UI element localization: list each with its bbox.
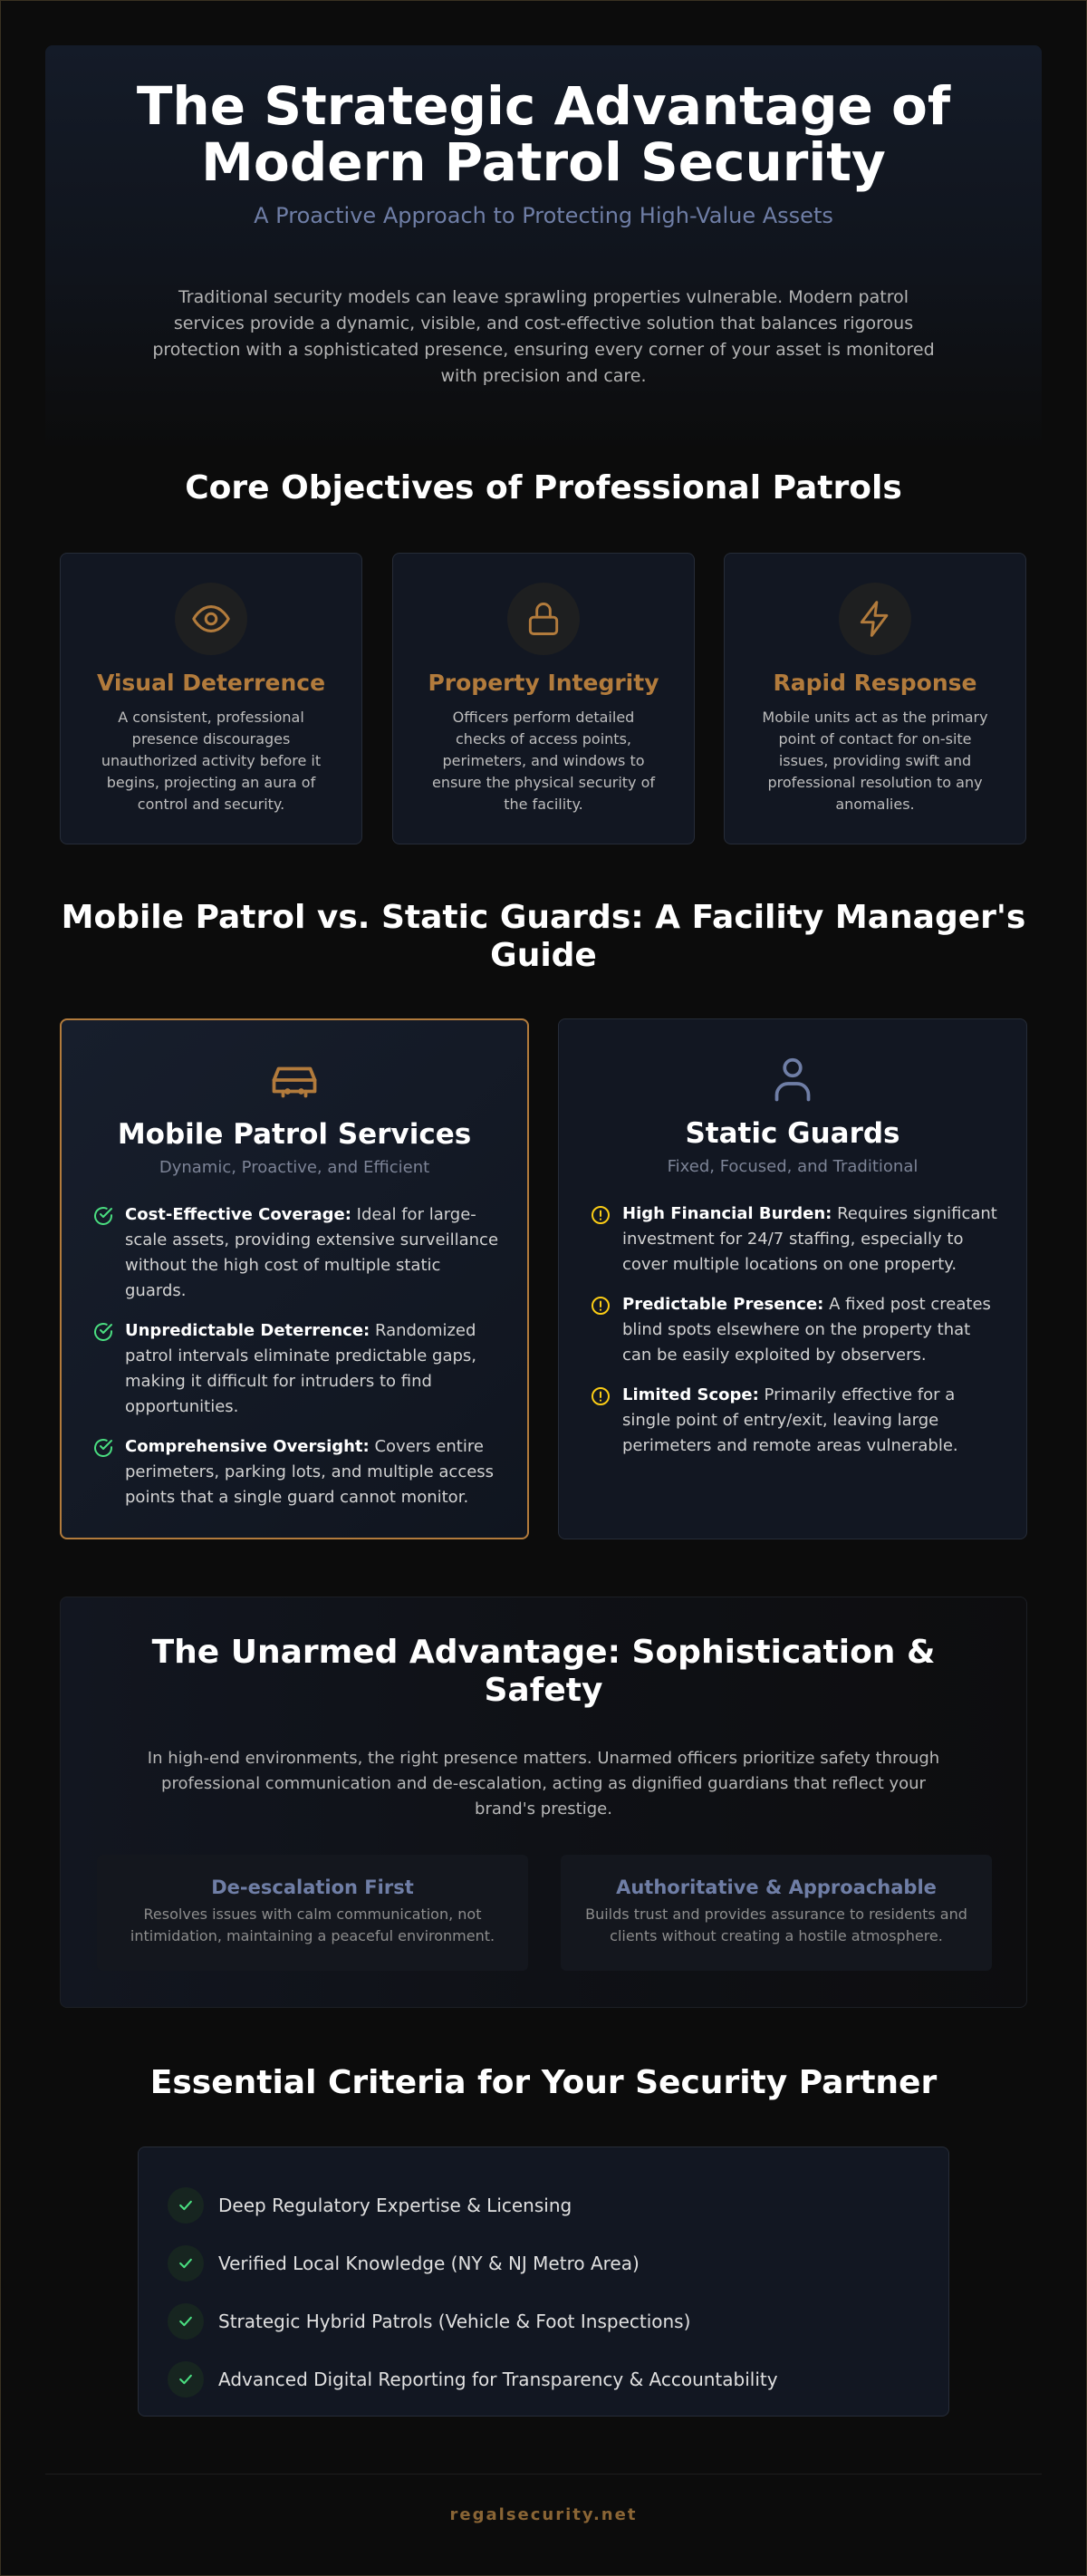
list-item bbox=[168, 2292, 948, 2350]
objective-title: Property Integrity bbox=[428, 670, 659, 696]
objective-title: Visual Deterrence bbox=[96, 670, 326, 696]
static-guards-title: Static Guards bbox=[685, 1117, 900, 1150]
item-label: Cost-Effective Coverage: bbox=[125, 1205, 351, 1224]
list-item bbox=[590, 1292, 999, 1368]
hero-section bbox=[45, 45, 1042, 453]
check-icon bbox=[168, 2187, 204, 2224]
item-label: Limited Scope: bbox=[622, 1385, 759, 1404]
item-label: Comprehensive Oversight: bbox=[125, 1437, 370, 1456]
unarmed-card-de-escalation bbox=[97, 1855, 528, 1971]
mobile-patrol-tagline: Dynamic, Proactive, and Efficient bbox=[159, 1158, 430, 1177]
unarmed-card-text: Builds trust and provides assurance to residents and clients without creating a hostile atmosphere. bbox=[585, 1905, 967, 1944]
unarmed-card-approachable bbox=[561, 1855, 992, 1971]
hero-intro: Traditional security models can leave sprawling properties vulnerable. Modern patrol services provide a dynamic, visible, and cost-effective solution that balances rigorous protection with a sophisticated presence, ensuring every corner of your asset is monitored with precision and care. bbox=[152, 287, 935, 386]
objective-text: Officers perform detailed checks of access points, perimeters, and windows to ensure the physical security of the facility. bbox=[431, 709, 656, 813]
criteria-list bbox=[138, 2147, 949, 2417]
car-icon bbox=[267, 1053, 322, 1107]
criteria-text: Strategic Hybrid Patrols (Vehicle & Foot Inspections) bbox=[218, 2311, 691, 2332]
check-icon bbox=[168, 2245, 204, 2282]
list-item bbox=[168, 2234, 948, 2292]
list-item bbox=[168, 2176, 948, 2234]
item-text: Ideal for large-scale assets, providing extensive surveillance without the high cost of multiple static guards. bbox=[125, 1205, 499, 1300]
check-icon bbox=[168, 2303, 204, 2340]
static-guards-tagline: Fixed, Focused, and Traditional bbox=[667, 1157, 919, 1176]
criteria-heading: Essential Criteria for Your Security Partner bbox=[149, 2064, 938, 2101]
mobile-patrol-card bbox=[60, 1018, 529, 1539]
check-circle-icon bbox=[92, 1437, 114, 1459]
static-guards-list bbox=[590, 1201, 999, 1459]
unarmed-card-title: Authoritative & Approachable bbox=[616, 1877, 937, 1898]
unarmed-section bbox=[60, 1597, 1027, 2008]
unarmed-lead: In high-end environments, the right presence matters. Unarmed officers prioritize safety through professional communication and de-escalation, acting as dignified guardians that reflect your brand's prestige. bbox=[147, 1749, 940, 1819]
objectives-heading: Core Objectives of Professional Patrols bbox=[185, 469, 902, 507]
item-label: Unpredictable Deterrence: bbox=[125, 1321, 370, 1340]
objective-text: A consistent, professional presence discourages unauthorized activity before it begins, projecting an aura of control and security. bbox=[101, 709, 322, 813]
list-item bbox=[92, 1318, 500, 1420]
unarmed-card-title: De-escalation First bbox=[211, 1877, 414, 1898]
criteria-text: Verified Local Knowledge (NY & NJ Metro Area) bbox=[218, 2253, 640, 2274]
objective-card-rapid-response bbox=[724, 553, 1026, 844]
page-subtitle: A Proactive Approach to Protecting High-Value Assets bbox=[254, 203, 833, 228]
list-item bbox=[590, 1383, 999, 1459]
list-item bbox=[92, 1434, 500, 1510]
footer-link[interactable]: regalsecurity.net bbox=[449, 2505, 638, 2524]
check-circle-icon bbox=[92, 1205, 114, 1227]
list-item bbox=[92, 1202, 500, 1304]
item-label: High Financial Burden: bbox=[622, 1204, 832, 1223]
static-guards-card bbox=[558, 1018, 1027, 1539]
objective-title: Rapid Response bbox=[773, 670, 977, 696]
criteria-text: Advanced Digital Reporting for Transparency & Accountability bbox=[218, 2369, 778, 2390]
unarmed-card-text: Resolves issues with calm communication, not intimidation, maintaining a peaceful environment. bbox=[130, 1905, 495, 1944]
mobile-patrol-list bbox=[92, 1202, 500, 1510]
check-icon bbox=[168, 2361, 204, 2398]
objective-text: Mobile units act as the primary point of contact for on-site issues, providing swift and professional resolution to any anomalies. bbox=[762, 709, 988, 813]
lightning-icon bbox=[839, 583, 911, 655]
footer-divider bbox=[45, 2474, 1042, 2475]
lock-icon bbox=[507, 583, 580, 655]
list-item bbox=[590, 1201, 999, 1278]
mobile-patrol-title: Mobile Patrol Services bbox=[117, 1118, 472, 1151]
list-item bbox=[168, 2350, 948, 2408]
item-text: Primarily effective for a single point of entry/exit, leaving large perimeters and remote areas vulnerable. bbox=[622, 1385, 958, 1455]
objective-card-property-integrity bbox=[392, 553, 695, 844]
item-text: A fixed post creates blind spots elsewhere on the property that can be easily exploited by observers. bbox=[622, 1295, 991, 1365]
unarmed-heading: The Unarmed Advantage: Sophistication & Safety bbox=[151, 1634, 936, 1709]
item-label: Predictable Presence: bbox=[622, 1295, 824, 1314]
user-icon bbox=[765, 1052, 820, 1106]
alert-circle-icon bbox=[590, 1385, 611, 1407]
alert-circle-icon bbox=[590, 1204, 611, 1226]
comparison-heading: Mobile Patrol vs. Static Guards: A Facility Manager's Guide bbox=[61, 899, 1026, 974]
item-text: Covers entire perimeters, parking lots, and multiple access points that a single guard cannot monitor. bbox=[125, 1437, 495, 1507]
objective-card-visual-deterrence bbox=[60, 553, 362, 844]
item-text: Randomized patrol intervals eliminate predictable gaps, making it difficult for intruders to find opportunities. bbox=[125, 1321, 477, 1416]
page-title: The Strategic Advantage of Modern Patrol Security bbox=[136, 75, 951, 193]
criteria-text: Deep Regulatory Expertise & Licensing bbox=[218, 2195, 572, 2216]
check-circle-icon bbox=[92, 1321, 114, 1343]
item-text: Requires significant investment for 24/7 staffing, especially to cover multiple locations on one property. bbox=[622, 1204, 997, 1274]
alert-circle-icon bbox=[590, 1295, 611, 1317]
eye-icon bbox=[175, 583, 247, 655]
